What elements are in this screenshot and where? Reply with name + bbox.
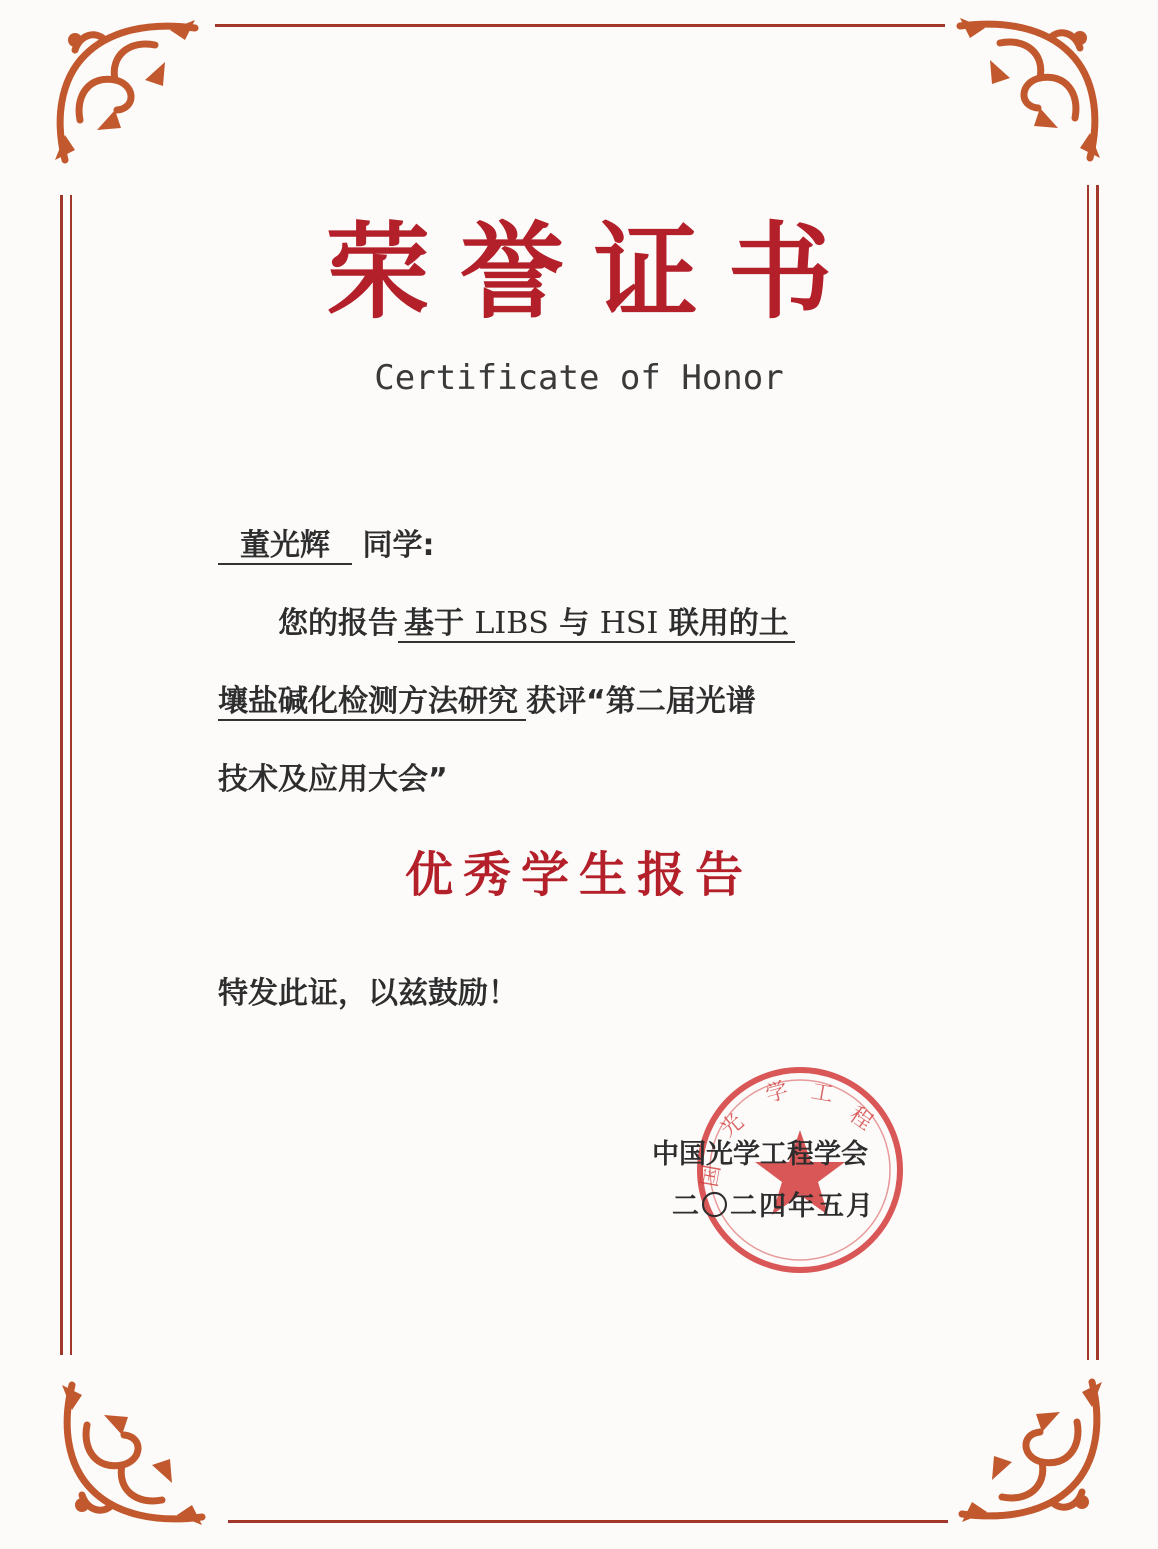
recipient-name: 董光辉	[218, 528, 352, 565]
recipient-suffix: 同学:	[362, 528, 435, 563]
report-title-part1: 基于	[404, 606, 464, 641]
report-title-latin1: LIBS	[474, 606, 549, 641]
corner-ornament-top-left	[45, 10, 205, 170]
closing-statement: 特发此证，以兹鼓励！	[218, 976, 518, 1011]
border-top-line	[215, 24, 945, 27]
report-prefix: 您的报告	[278, 606, 398, 641]
corner-ornament-top-right	[950, 8, 1110, 168]
report-line-3	[218, 754, 448, 798]
svg-text:国: 国	[697, 1163, 726, 1190]
recipient-line	[218, 520, 434, 564]
certificate-subtitle: Certificate of Honor	[374, 358, 784, 398]
award-phrase-line2: 获评“第二届光谱	[526, 684, 756, 719]
certificate-title: 荣誉证书	[325, 210, 862, 333]
issuer-name: 中国光学工程学会	[652, 1139, 868, 1170]
award-phrase-line3: 技术及应用大会”	[218, 762, 448, 797]
svg-text:工: 工	[808, 1079, 835, 1108]
svg-text:程: 程	[844, 1102, 877, 1136]
report-title-part3: 联用的土	[668, 606, 789, 641]
report-line-1	[278, 598, 795, 642]
border-bottom-line	[228, 1520, 948, 1523]
award-name: 优秀学生报告	[404, 847, 753, 903]
report-line-2	[218, 676, 756, 720]
issue-date: 二〇二四年五月	[672, 1191, 875, 1222]
report-title-part2: 与	[559, 606, 590, 641]
svg-text:光: 光	[715, 1109, 749, 1143]
svg-text:学: 学	[763, 1077, 791, 1108]
corner-ornament-bottom-right	[952, 1372, 1112, 1532]
report-title-first-line	[398, 606, 795, 643]
report-title-latin2: HSI	[599, 606, 659, 641]
corner-ornament-bottom-left	[52, 1375, 212, 1535]
report-title-second-line: 壤盐碱化检测方法研究	[218, 684, 526, 721]
